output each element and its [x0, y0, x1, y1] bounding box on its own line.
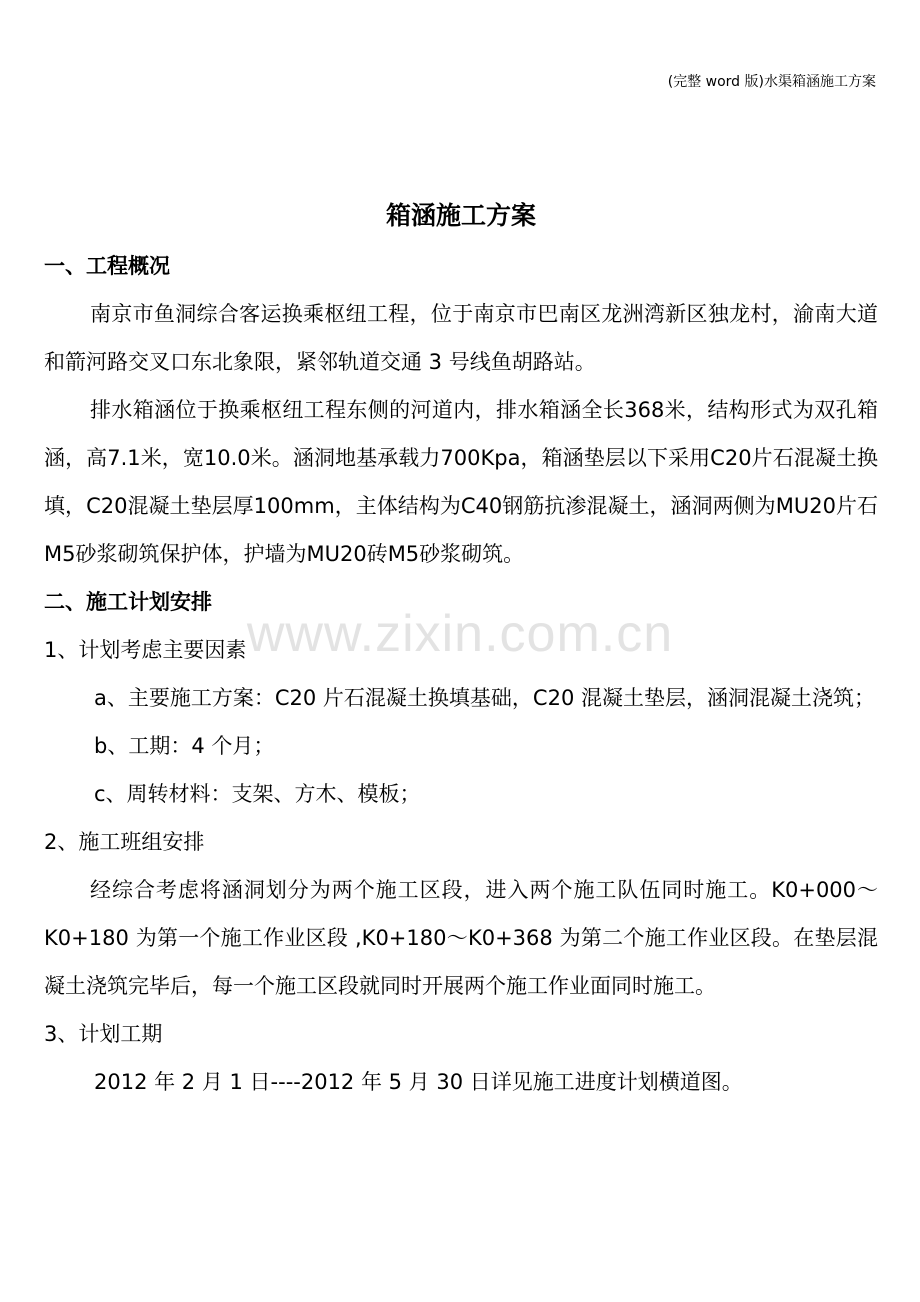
paragraph: 2012 年 2 月 1 日----2012 年 5 月 30 日详见施工进度计划横道图。 — [94, 1070, 743, 1094]
document-body — [44, 192, 878, 1106]
list-item: c、周转材料：支架、方木、模板； — [94, 782, 421, 806]
list-item: b、工期：4 个月； — [94, 734, 275, 758]
document-title: 箱涵施工方案 — [385, 201, 536, 230]
list-item: a、主要施工方案：C20 片石混凝土换填基础，C20 混凝土垫层，涵洞混凝土浇筑； — [94, 686, 875, 710]
paragraph: 排水箱涵位于换乘枢纽工程东侧的河道内，排水箱涵全长368米，结构形式为双孔箱涵，高7.1米，宽10.0米。涵洞地基承载力700Kpa，箱涵垫层以下采用C20片石混凝土换填，C20混凝土垫层厚100mm，主体结构为C40钢筋抗渗混凝土，涵洞两侧为MU20片石M5砂浆砌筑保护体，护墙为MU20砖M5砂浆砌筑。 — [44, 398, 878, 566]
section-heading-overview: 一、工程概况 — [44, 254, 170, 278]
subsection-heading-factors: 1、计划考虑主要因素 — [44, 638, 247, 662]
subsection-heading-schedule: 3、计划工期 — [44, 1022, 163, 1046]
subsection-heading-teams: 2、施工班组安排 — [44, 830, 205, 854]
watermark: www.zixin.com.cn — [246, 605, 674, 663]
paragraph: 经综合考虑将涵洞划分为两个施工区段，进入两个施工队伍同时施工。K0+000～K0+180 为第一个施工作业区段 ,K0+180～K0+368 为第二个施工作业区段。在垫层混凝土浇筑完毕后，每一个施工区段就同时开展两个施工作业面同时施工。 — [44, 878, 878, 998]
paragraph: 南京市鱼洞综合客运换乘枢纽工程，位于南京市巴南区龙洲湾新区独龙村，渝南大道和箭河路交叉口东北象限，紧邻轨道交通 3 号线鱼胡路站。 — [44, 302, 878, 374]
section-heading-plan: 二、施工计划安排 — [44, 590, 212, 614]
document-header-label: (完整 word 版)水渠箱涵施工方案 — [667, 74, 876, 90]
